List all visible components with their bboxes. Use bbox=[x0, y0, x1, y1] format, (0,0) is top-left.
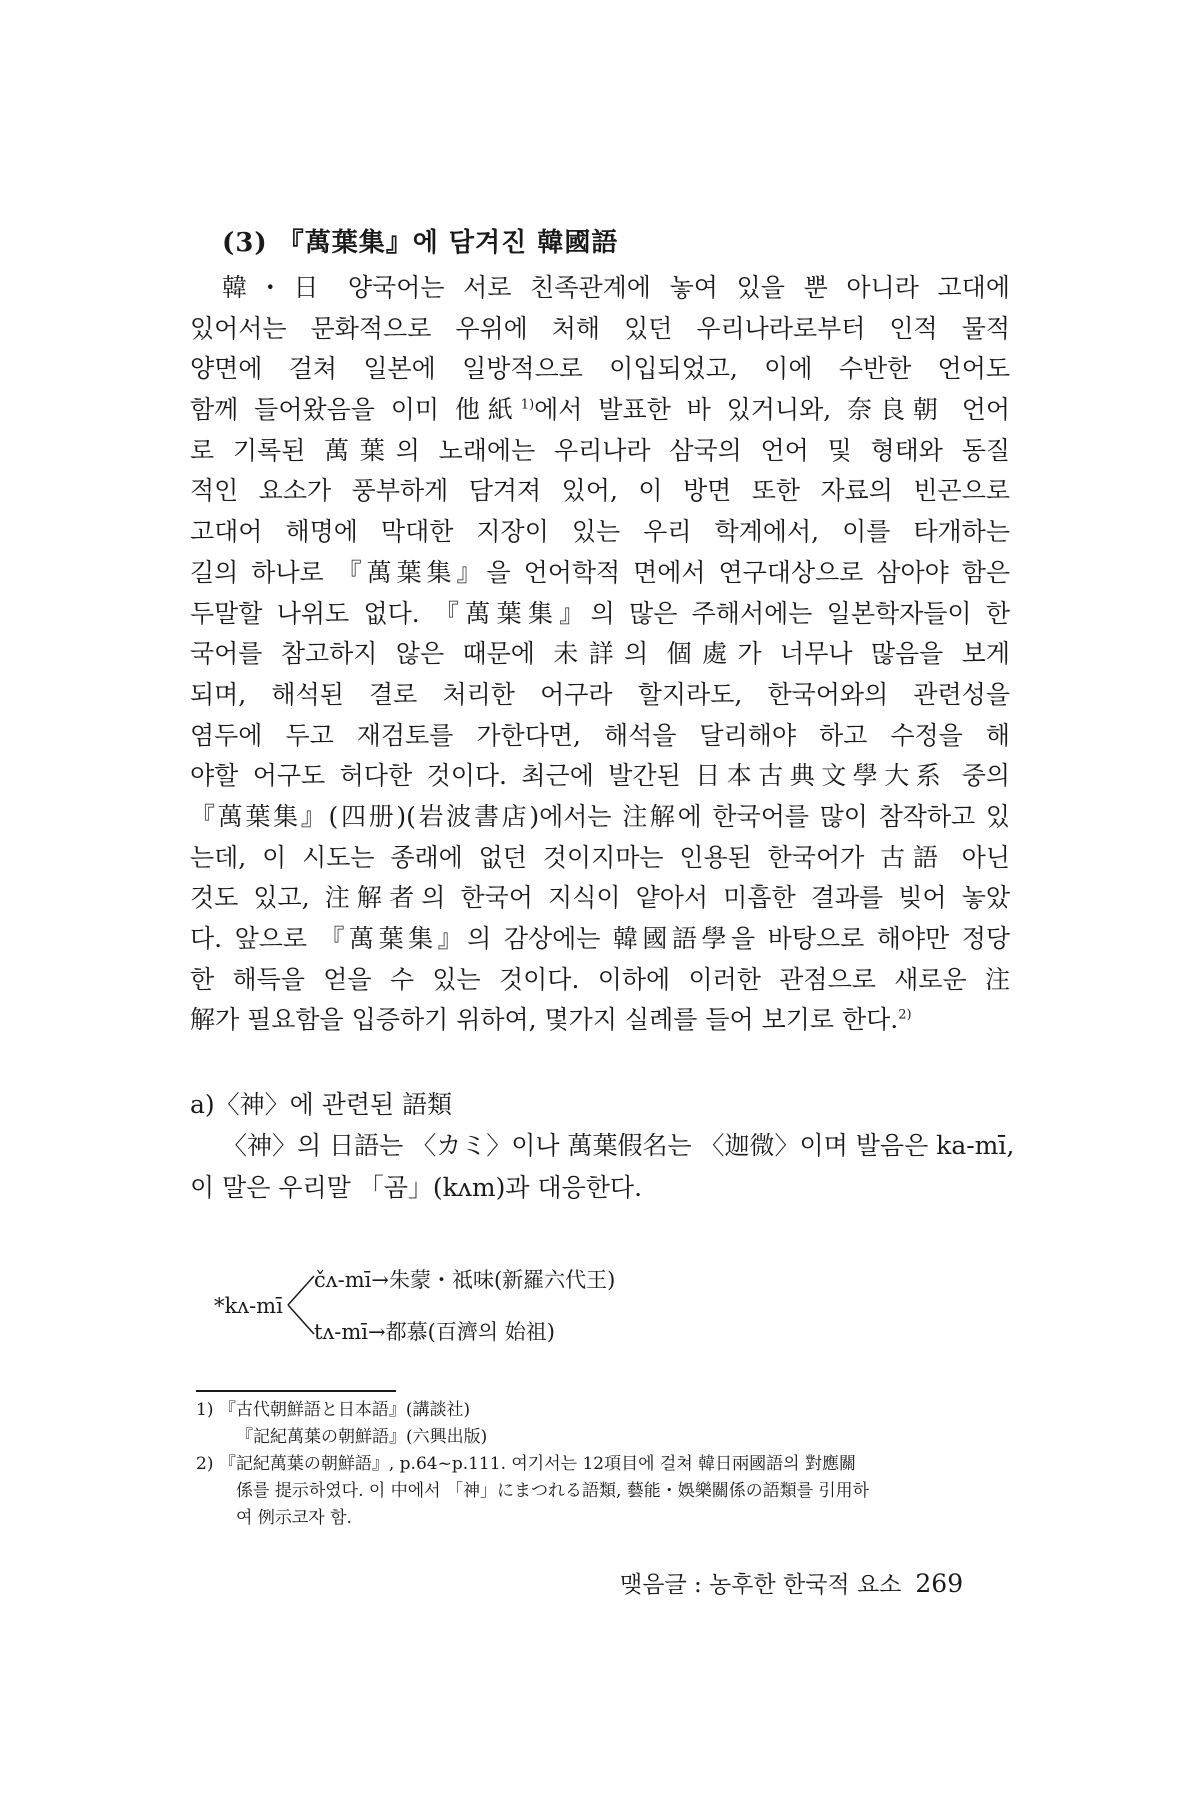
footnote-text: 『記紀萬葉の朝鮮語』(六興出版) bbox=[236, 1427, 488, 1447]
body-line: 한 해득을 얻을 수 있는 것이다. 이하에 이러한 관점으로 새로운 注 bbox=[190, 964, 1010, 994]
body-line: 있어서는 문화적으로 우위에 처해 있던 우리나라로부터 인적 물적 bbox=[190, 313, 1010, 343]
body-line-text: 解가 필요함을 입증하기 위하여, 몇가지 실례를 들어 보기로 한다. bbox=[190, 1005, 899, 1035]
body-line: 적인 요소가 풍부하게 담겨져 있어, 이 방면 또한 자료의 빈곤으로 bbox=[190, 476, 1010, 506]
footnote-text: 『古代朝鮮語と日本語』(講談社) bbox=[218, 1400, 471, 1420]
footnotes bbox=[196, 1397, 1012, 1532]
footnote-text: 여 例示코자 함. bbox=[236, 1508, 352, 1528]
body-line bbox=[190, 1000, 1010, 1041]
footnote-mark: 2) bbox=[196, 1454, 214, 1474]
body-paragraph bbox=[190, 268, 1010, 1041]
subsection-line: 이 말은 우리말 「곰」(kʌm)과 대응한다. bbox=[190, 1173, 643, 1202]
body-line: 다. 앞으로 『萬葉集』의 감상에는 韓國語學을 바탕으로 해야만 정당 bbox=[190, 924, 1010, 953]
body-line: 는데, 이 시도는 종래에 없던 것이지마는 인용된 한국어가 古語 아닌 bbox=[190, 842, 1010, 872]
footnote-text: 係를 提示하였다. 이 中에서 「神」にまつれる語類, 藝能・娛樂關係の語類를 引用하 bbox=[236, 1481, 870, 1501]
body-line: 로 기록된 萬葉의 노래에는 우리나라 삼국의 언어 및 형태와 동질 bbox=[190, 435, 1010, 465]
derivation-root: *kʌ-mī bbox=[214, 1294, 283, 1318]
body-line: 국어를 참고하지 않은 때문에 未詳의 個處가 너무나 많음을 보게 bbox=[190, 639, 1010, 669]
subsection-paragraph bbox=[190, 1125, 1015, 1209]
body-line: 길의 하나로 『萬葉集』을 언어학적 면에서 연구대상으로 삼아야 함은 bbox=[190, 557, 1010, 587]
footnote-text: 『記紀萬葉の朝鮮語』, p.64~p.111. 여기서는 12項目에 걸쳐 韓日兩國語의 對應關 bbox=[218, 1454, 856, 1474]
subsection-heading: a)〈神〉에 관련된 語類 bbox=[190, 1090, 453, 1119]
footnote-ref-1: 1) bbox=[520, 397, 535, 413]
body-line-after-ref: 에서 발표한 바 있거니와, 奈良朝 언어 bbox=[534, 395, 1010, 425]
page-number: 269 bbox=[915, 1569, 964, 1598]
running-footer bbox=[620, 1566, 963, 1599]
body-line: 고대어 해명에 막대한 지장이 있는 우리 학계에서, 이를 타개하는 bbox=[190, 517, 1010, 547]
body-line: 『萬葉集』(四册)(岩波書店)에서는 注解에 한국어를 많이 참작하고 있 bbox=[190, 801, 1010, 831]
footnote-ref-2: 2) bbox=[898, 1008, 912, 1024]
section-heading: (3) 『萬葉集』에 담겨진 韓國語 bbox=[222, 228, 619, 258]
footnote-1 bbox=[196, 1397, 1012, 1424]
body-line: 되며, 해석된 결로 처리한 어구라 할지라도, 한국어와의 관련성을 bbox=[190, 679, 1010, 709]
footnote-2 bbox=[196, 1451, 1012, 1478]
footnote-mark: 1) bbox=[196, 1400, 214, 1420]
subsection-line: 〈神〉의 日語는 〈カミ〉이나 萬葉假名는 〈迦微〉이며 발음은 ka-mī, bbox=[222, 1131, 1015, 1160]
derivation-branch: tʌ-mī→都慕(百濟의 始祖) bbox=[314, 1320, 555, 1344]
branch-lines-icon bbox=[286, 1270, 316, 1340]
body-line: 것도 있고, 注解者의 한국어 지식이 얕아서 미흡한 결과를 빚어 놓았 bbox=[190, 883, 1010, 913]
body-line: 염두에 두고 재검토를 가한다면, 해석을 달리해야 하고 수정을 해 bbox=[190, 720, 1010, 750]
body-line: 두말할 나위도 없다. 『萬葉集』의 많은 주해서에는 일본학자들이 한 bbox=[190, 598, 1010, 628]
body-line bbox=[190, 390, 1010, 431]
etymology-derivation bbox=[214, 1262, 774, 1352]
body-line: 야할 어구도 허다한 것이다. 최근에 발간된 日本古典文學大系 중의 bbox=[190, 761, 1010, 791]
body-line: 韓・日 양국어는 서로 친족관계에 놓여 있을 뿐 아니라 고대에 bbox=[222, 273, 1010, 302]
running-title: 맺음글 : 농후한 한국적 요소 bbox=[620, 1572, 902, 1598]
body-line-before-ref: 함께 들어왔음을 이미 他紙 bbox=[190, 395, 521, 425]
body-line: 양면에 걸쳐 일본에 일방적으로 이입되었고, 이에 수반한 언어도 bbox=[190, 354, 1010, 384]
derivation-branch: čʌ-mī→朱蒙・祗味(新羅六代王) bbox=[314, 1268, 616, 1292]
footnote-divider bbox=[196, 1390, 396, 1392]
